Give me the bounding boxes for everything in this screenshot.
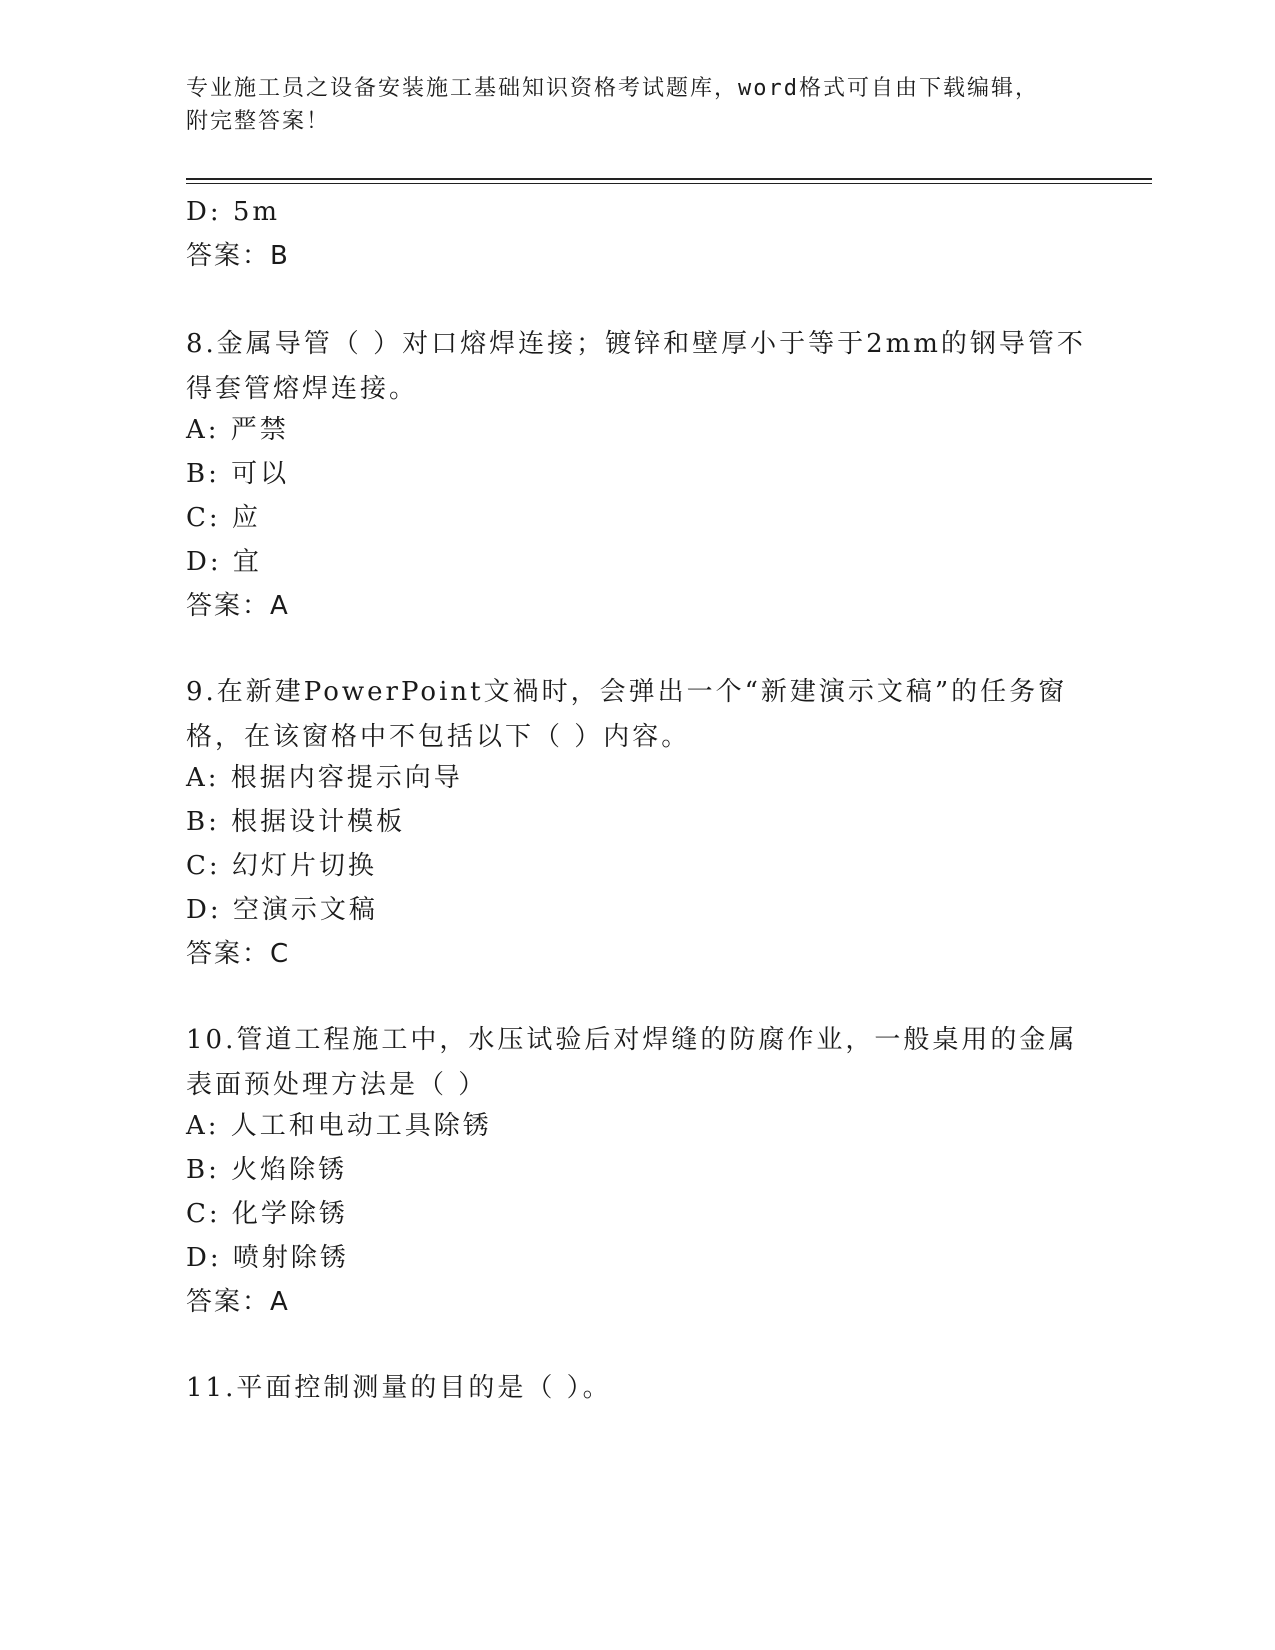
question-9-option-c: C: 幻灯片切换: [186, 851, 377, 881]
question-10-answer: 答案：A: [186, 1287, 290, 1317]
question-8-option-b: B: 可以: [186, 459, 290, 489]
question-8-line1: 8.金属导管（ ）对口熔焊连接；镀锌和壁厚小于等于2mm的钢导管不: [186, 329, 1086, 359]
question-10-line2: 表面预处理方法是（ ）: [186, 1070, 488, 1100]
question-9-line1: 9.在新建PowerPoint文禍时，会弹出一个“新建演示文稿”的任务窗: [186, 677, 1068, 707]
question-10-text: [186, 1018, 1086, 1108]
header-title-line2: 附完整答案！: [186, 109, 331, 134]
header-title-line1: 专业施工员之设备安装施工基础知识资格考试题库，word格式可自由下载编辑，: [186, 76, 1039, 101]
question-9-answer: 答案：C: [186, 939, 291, 969]
question-10-option-d: D: 喷射除锈: [186, 1243, 349, 1273]
header-rule-thin: [186, 183, 1152, 184]
question-9-line2: 格，在该窗格中不包括以下（ ）内容。: [186, 722, 691, 752]
question-8-text: [186, 322, 1086, 412]
question-8-option-a: A: 严禁: [186, 415, 289, 445]
question-8-option-c: C: 应: [186, 503, 261, 533]
question-9-option-a: A: 根据内容提示向导: [186, 763, 463, 793]
question-10-option-b: B: 火焰除锈: [186, 1155, 348, 1185]
prev-answer: 答案：B: [186, 241, 290, 271]
header-rule-thick: [186, 178, 1152, 180]
question-9-text: [186, 670, 1086, 760]
question-10-line1: 10.管道工程施工中，水压试验后对焊缝的防腐作业，一般桌用的金属: [186, 1025, 1078, 1055]
question-11-line1: 11.平面控制测量的目的是（ ）。: [186, 1373, 612, 1403]
question-9-option-b: B: 根据设计模板: [186, 807, 406, 837]
question-9-option-d: D: 空演示文稿: [186, 895, 378, 925]
question-8-answer: 答案：A: [186, 591, 290, 621]
question-8-line2: 得套管熔焊连接。: [186, 374, 419, 404]
document-header: [186, 72, 1086, 138]
prev-option-d: D: 5m: [186, 197, 281, 227]
question-8-option-d: D: 宜: [186, 547, 262, 577]
question-10-option-a: A: 人工和电动工具除锈: [186, 1111, 492, 1141]
question-11-text: [186, 1366, 1086, 1411]
question-10-option-c: C: 化学除锈: [186, 1199, 348, 1229]
